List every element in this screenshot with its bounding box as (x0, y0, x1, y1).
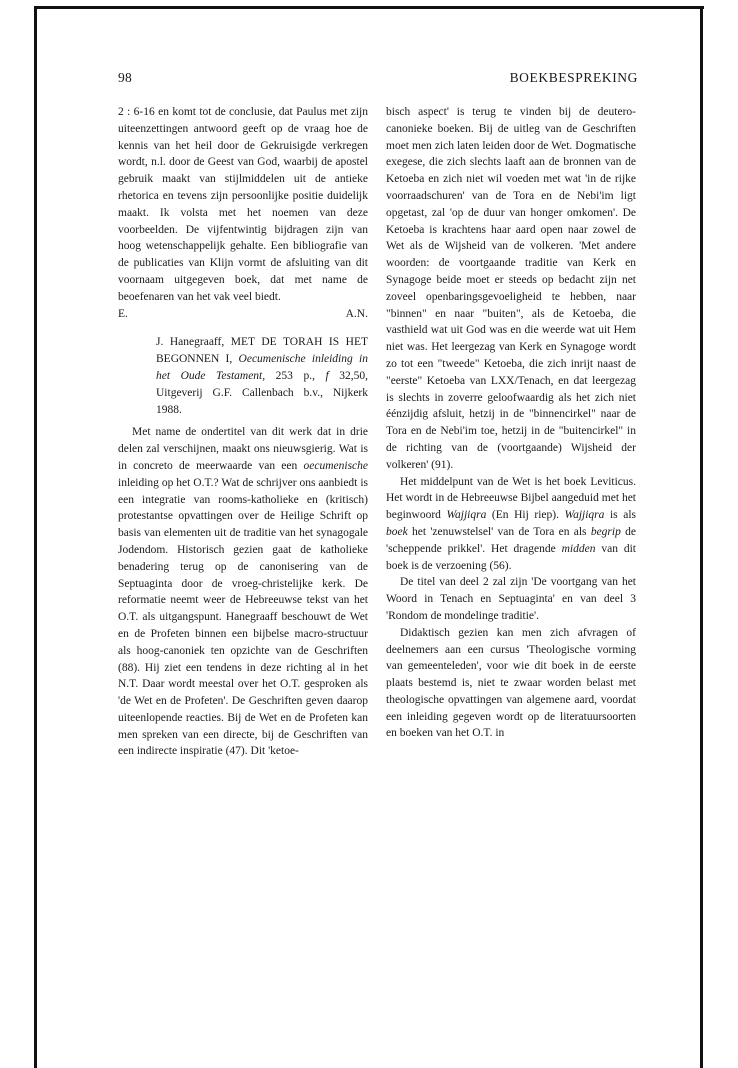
text-segment: is als (604, 509, 636, 522)
scan-border-top (34, 6, 704, 9)
volumes-paragraph: De titel van deel 2 zal zijn 'De voortgang van het Woord in Tenach en Septuaginta' en van deel 3 'Rondom de mondelinge traditie'. (386, 576, 636, 622)
leviticus-paragraph (386, 474, 636, 575)
page-number: 98 (118, 70, 132, 85)
scan-border-left (34, 6, 37, 1068)
review-continuation-paragraph: 2 : 6-16 en komt tot de conclusie, dat Paulus met zijn uiteenzettingen antwoord geeft op de vraag hoe de kennis van het heil door de Gekruisigde verkregen wordt, n.l. door de Geest van God, waarbij de apostel gebruik maakt van stijlmiddelen uit de antieke rhetorica en tevens zijn persoonlijke positie duidelijk maakt. Ik volsta met het noemen van deze voorbeelden. De vijfentwintig bijdragen zijn van hoog wetenschappelijk gehalte. Een bibliografie van de publicaties van Klijn vormt de afsluiting van dit voornaam uitgegeven boek, dat met name de beoefenaren van het vak veel biedt. (118, 106, 368, 303)
text-segment: de 'scheppende prikkel'. Het dragende (386, 525, 636, 555)
review-paragraph (118, 424, 368, 760)
signature-initial: E. (118, 307, 128, 320)
book-subtitle: Oecumenische inleiding in het Oude Testament, (156, 353, 368, 382)
emphasis-text: oecumenische (303, 459, 368, 472)
emphasis-text: midden (561, 542, 596, 555)
text-segment: inleiding op het O.T.? Wat de schrijver ons aanbiedt is een integratie van rooms-katholieke en (kritisch) protestantse opvattingen over de Heilige Schrift op basis van elementen uit de traditie van het synagogale Jodendom. Historisch gezien gaat de katholieke benadering terug op de canonisering van de Septuaginta door de vroeg-christelijke kerk. De reformatie neemt weer de Hebreeuwse tekst van het O.T. als uitgangspunt. Hanegraaff beschouwt de Wet en de Profeten binnen een bijbelse macro-structuur als hoog-canoniek ten opzichte van de Geschriften (88). Hij ziet een tendens in deze richting al in het N.T. Daar wordt meestal over het O.T. gesproken als 'de Wet en de Profeten'. De Geschriften geven daarop uiteenlopende reacties. Bij de Wet en de Profeten kan men spreken van een directe, bij de Geschriften van een indirecte inspiratie (47). Dit 'ketoe- (118, 476, 368, 758)
didactics-paragraph: Didaktisch gezien kan men zich afvragen of deelnemers aan een cursus 'Theologische vorming van gemeenteleden', voor wie dit boek in de eerste plaats bestemd is, niet te zwaar worden belast met theologische opvattingen van algemene aard, voordat een inleiding gegeven wordt op de literatuursoorten en boeken van het O.T. in (386, 626, 636, 740)
text-segment: Met name de ondertitel van dit werk dat in drie delen zal verschijnen, maakt ons nieuwsgierig. Wat is in concreto de meerwaarde van een (118, 426, 368, 472)
reviewer-initials: A.N. (345, 307, 368, 320)
right-column (386, 104, 636, 742)
emphasis-text: Wajjiqra (564, 509, 605, 522)
text-segment: (En Hij riep). (486, 509, 565, 522)
book-author-title: J. Hanegraaff, MET DE TORAH IS HET BEGONNEN I, (156, 336, 368, 366)
scan-border-right (700, 6, 703, 1068)
book-review-heading (118, 334, 368, 418)
text-segment: Het middelpunt van de Wet is het boek Leviticus. Het wordt in de Hebreeuwse Bijbel aangeduid met het beginwoord (386, 475, 636, 522)
emphasis-text: begrip (590, 525, 621, 538)
section-title: BOEKBESPREKING (509, 70, 638, 85)
book-publisher: 32,50, Uitgeverij G.F. Callenbach b.v., Nijkerk 1988. (156, 369, 369, 416)
text-segment: het 'zenuwstelsel' van de Tora en als (407, 525, 591, 538)
emphasis-text: boek (386, 525, 408, 538)
left-column (118, 104, 368, 760)
review-paragraph-continued: bisch aspect' is terug te vinden bij de deutero-canonieke boeken. Bij de uitleg van de Geschriften moet men zich laten leiden door de Wet. Dogmatische exegese, die zich slechts laaft aan de bronnen van de Ketoeba en zich niet wil voeden met wat 'in de rijke voorraadschuren' van de Tora en de Nebi'im ligt opgetast, zal 'op de duur van honger omkomen'. De Ketoeba is krachtens haar aard open naar zowel de Wet als de Wijsheid van de volkeren. 'Met andere woorden: de voortgaande traditie van Kerk en Synagoge beide moet er steeds op bedacht zijn net zoveel openbaringsgevoeligheid te hebben, naar "binnen" en naar "buiten", als de Ketoeba, die vasthield wat uit God was en die weerde wat uit Hem niet was. Het leergezag van Kerk en Synagoge wordt zo tot een "tweede" Ketoeba, die zich inrijt naast de "eerste" Ketoeba van LXX/Tenach, en dat leergezag is slechts in zoverre geloofwaardig als het zich niet éénzijdig afsluit, hetzij in de "binnencirkel" naar de Tora en de Nebi'im toe, hetzij in de "buitencirkel" in de richting van de (voortgaande) Wijsheid der volkeren' (91). (386, 106, 636, 471)
text-segment: van dit boek is de verzoening (56). (386, 542, 636, 572)
signature-row (118, 306, 368, 323)
book-pages: 253 p., (265, 369, 326, 382)
emphasis-text: Wajjiqra (446, 509, 487, 522)
currency-symbol: f (325, 369, 329, 382)
